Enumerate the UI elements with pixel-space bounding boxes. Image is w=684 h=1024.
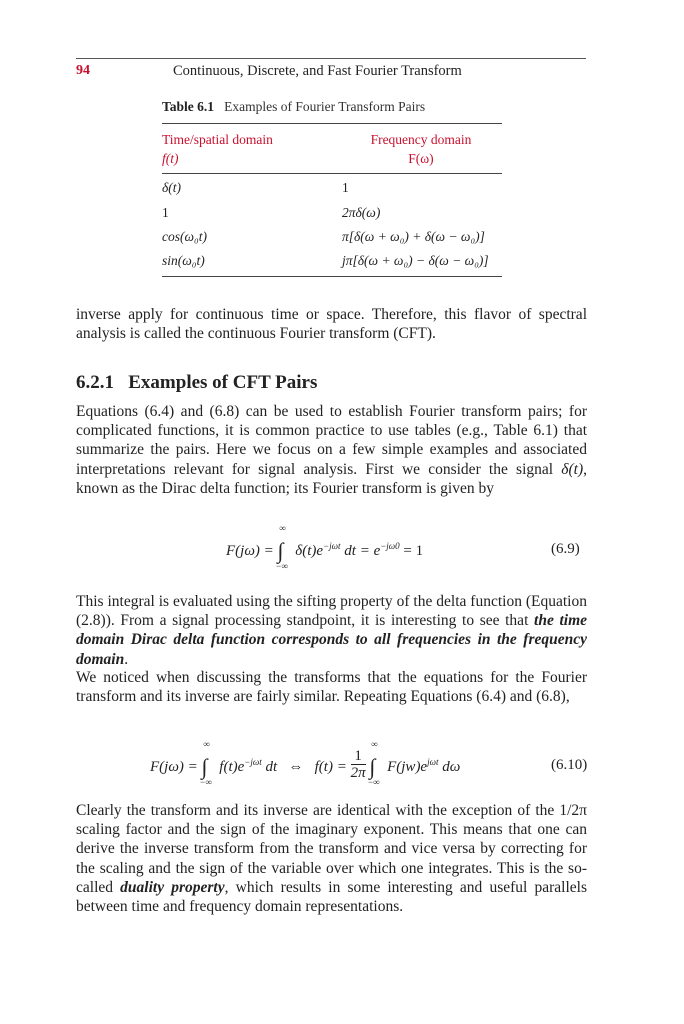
paragraph-2-text: This integral is evaluated using the sifting property of the delta function (Equation (2.8)). From a signal processing standpoint, it is interesting to see that	[76, 593, 587, 630]
duality-property-emphasis: duality property	[120, 878, 225, 896]
fraction-numerator: 1	[351, 749, 366, 765]
paragraph-2-text-end: .	[124, 650, 129, 668]
equation-6-9-exponent-2: −jω0	[380, 541, 400, 551]
integral-sign: ∫ ∞ −∞	[199, 739, 213, 787]
section-number: 6.2.1	[76, 372, 114, 393]
equation-6-9-integrand: δ(t)e	[295, 543, 324, 559]
equation-6-10	[150, 739, 461, 787]
table-caption	[162, 99, 425, 115]
section-title: Examples of CFT Pairs	[128, 372, 318, 393]
running-title: Continuous, Discrete, and Fast Fourier Transform	[173, 63, 462, 79]
equation-6-9	[226, 523, 424, 571]
paragraph-4	[76, 801, 587, 916]
equation-6-9-number: (6.9)	[551, 541, 580, 557]
table-caption-text: Examples of Fourier Transform Pairs	[224, 99, 426, 114]
integral-upper-limit: ∞	[371, 739, 378, 749]
section-heading	[76, 372, 317, 394]
table-cell-frequency: jπ[δ(ω + ω₀) − δ(ω − ω₀)]	[342, 253, 489, 268]
paragraph-4-text-end: , which results in some interesting and useful parallels between time and frequency domain representations.	[76, 878, 587, 916]
fraction	[351, 749, 366, 781]
equation-6-10-inverse-integrand: F(jw)e	[387, 759, 428, 775]
table-header-frequency	[366, 130, 476, 168]
table-row	[162, 205, 502, 227]
equation-6-10-integrand: f(t)e	[219, 759, 245, 775]
integral-lower-limit: −∞	[275, 561, 289, 571]
paragraph-1-text-end: , known as the Dirac delta function; its Fourier transform is given by	[76, 460, 587, 497]
table-header-rule	[162, 173, 502, 174]
integral-sign: ∫ ∞ −∞	[367, 739, 380, 787]
paragraph-4-text: Clearly the transform and its inverse are identical with the exception of the 1/2π scaling factor and the sign of the imaginary exponent. This means that one can derive the inverse transform from the transform and vice versa by correcting for the scaling and the sign of the variable over which one integrates. This is the so-called	[76, 802, 587, 896]
table-bottom-rule	[162, 276, 502, 277]
table-header-time-symbol: f(t)	[162, 151, 179, 166]
table-cell-time: cos(ω₀t)	[162, 229, 207, 244]
table-row	[162, 253, 502, 275]
paragraph-1	[76, 402, 587, 498]
table-cell-frequency: 2πδ(ω)	[342, 205, 381, 220]
table-header-time-label: Time/spatial domain	[162, 132, 273, 147]
paragraph-2-emphasis: the time domain Dirac delta function corresponds to all frequencies in the frequency domain	[76, 612, 588, 668]
table-caption-label: Table 6.1	[162, 99, 215, 114]
equation-6-10-tail: dω	[438, 759, 461, 775]
table-cell-time: sin(ω₀t)	[162, 253, 205, 268]
integral-lower-limit: −∞	[367, 777, 380, 787]
table-cell-time: δ(t)	[162, 180, 182, 195]
equation-6-10-number: (6.10)	[551, 757, 588, 773]
table-row	[162, 180, 502, 202]
integral-upper-limit: ∞	[203, 739, 210, 749]
intro-paragraph: inverse apply for continuous time or space. Therefore, this flavor of spectral analysis is called the continuous Fourier transform (CFT).	[76, 306, 587, 343]
equivalence-arrow: ⇔	[288, 759, 304, 775]
integral-upper-limit: ∞	[279, 523, 286, 533]
page-number: 94	[76, 63, 90, 78]
equation-6-10-mid: dt	[261, 759, 278, 775]
equation-6-10-exponent: −jωt	[244, 757, 262, 767]
integral-lower-limit: −∞	[199, 777, 213, 787]
equation-6-10-inverse-lhs: f(t) =	[314, 759, 347, 775]
table-cell-frequency: π[δ(ω + ω₀) + δ(ω − ω₀)]	[342, 229, 485, 244]
integral-sign: ∫ ∞ −∞	[275, 523, 289, 571]
paragraph-2	[76, 592, 587, 669]
table-row	[162, 229, 502, 251]
equation-6-9-mid: dt = e	[340, 543, 381, 559]
table-header-frequency-symbol: F(ω)	[408, 151, 434, 166]
paragraph-1-text: Equations (6.4) and (6.8) can be used to establish Fourier transform pairs; for complicated functions, it is common practice to use tables (e.g., Table 6.1) that summarize the pairs. Here we focus on a few simple examples and associated interpretations relevant for signal analysis. First we consider the signal	[76, 403, 587, 478]
table-cell-time: 1	[162, 205, 169, 220]
paragraph-3: We noticed when discussing the transforms that the equations for the Fourier transform and its inverse are fairly similar. Repeating Equations (6.4) and (6.8),	[76, 669, 587, 706]
fraction-denominator: 2π	[350, 764, 366, 781]
equation-6-10-lhs: F(jω) =	[150, 759, 198, 775]
equation-6-10-exponent-3: jωt	[427, 757, 439, 767]
table-header-time	[162, 130, 273, 168]
equation-6-9-exponent: −jωt	[323, 541, 341, 551]
table-header-frequency-label: Frequency domain	[370, 132, 472, 147]
equation-6-9-lhs: F(jω) =	[226, 543, 274, 559]
equation-6-9-rhs: = 1	[399, 543, 424, 559]
page-header	[76, 58, 586, 79]
table-cell-frequency: 1	[342, 180, 349, 195]
dirac-delta-symbol: δ(t)	[561, 460, 584, 478]
table-top-rule	[162, 123, 502, 124]
